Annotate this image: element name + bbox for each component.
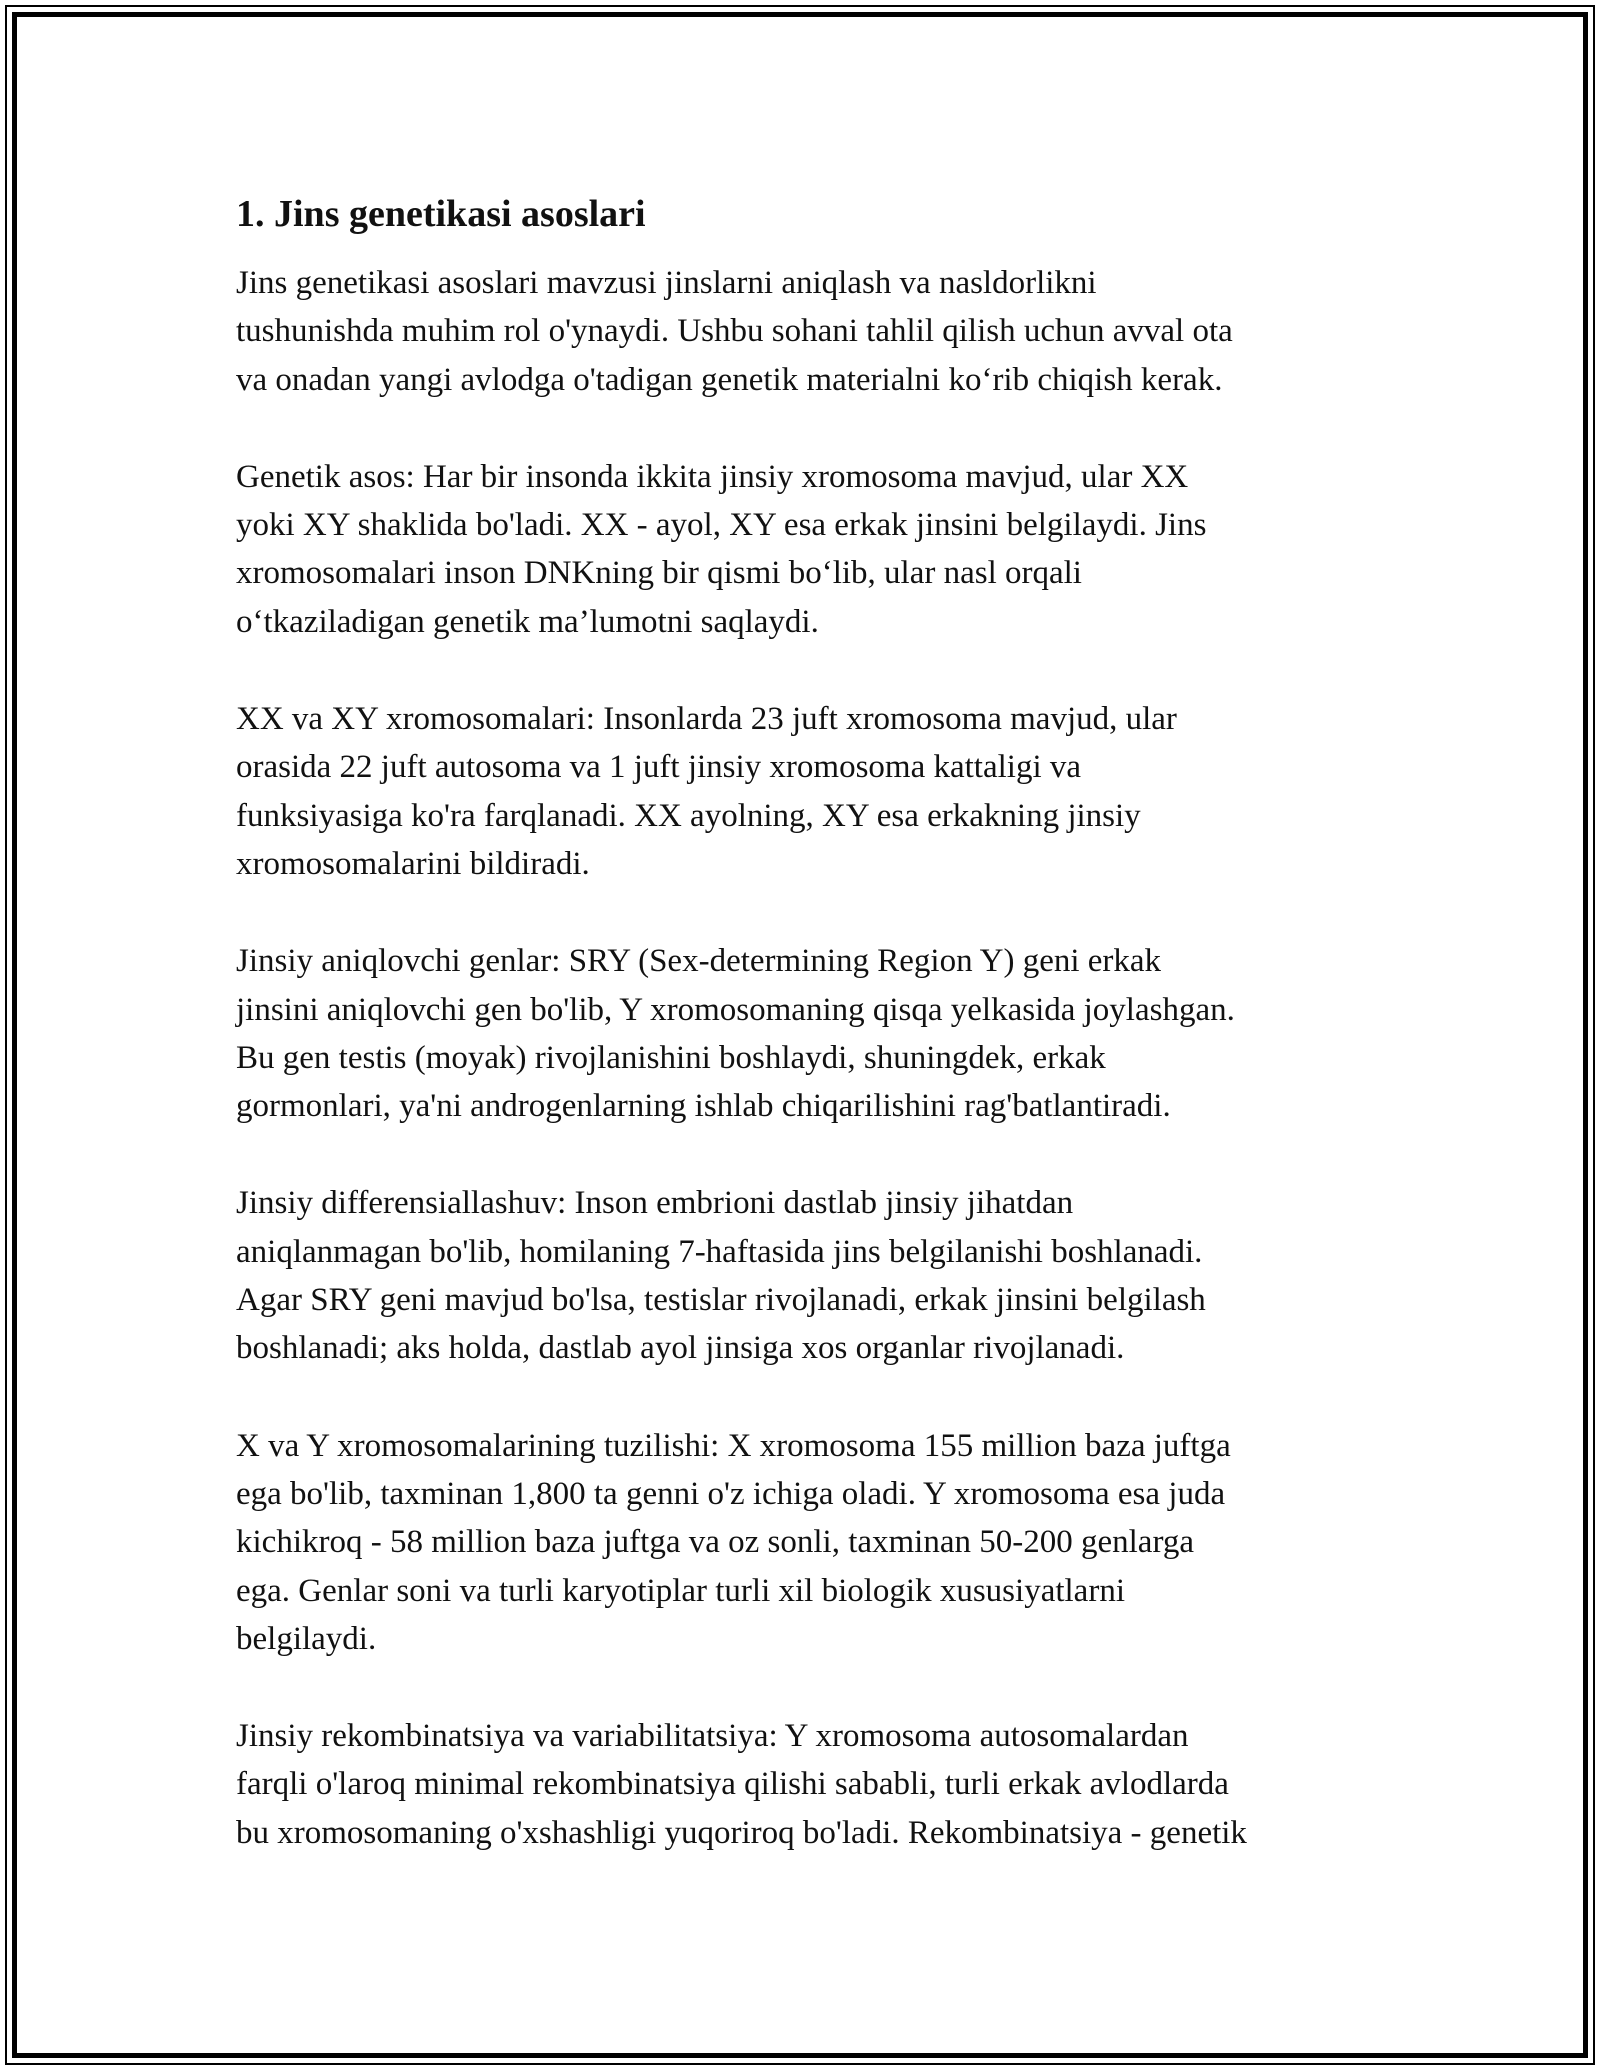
paragraph-xx-xy-chromosomes: XX va XY xromosomalari: Insonlarda 23 juft xromosoma mavjud, ular orasida 22 juft autosoma va 1 juft jinsiy xromosoma kattaligi va funksiyasiga ko'ra farqlanadi. XX ayolning, XY esa erkakning jinsiy xromosomalarini bildiradi. (236, 701, 1177, 882)
section-title: 1. Jins genetikasi asoslari (236, 193, 646, 235)
document-body (236, 186, 1366, 1906)
paragraph-recombination: Jinsiy rekombinatsiya va variabilitatsiya: Y xromosoma autosomalardan farqli o'laroq minimal rekombinatsiya qilishi sababli, turli erkak avlodlarda bu xromosomaning o'xshashligi yuqoriroq bo'ladi. Rekombinatsiya - genetik (236, 1718, 1247, 1851)
paragraph-sex-determining-genes: Jinsiy aniqlovchi genlar: SRY (Sex-determining Region Y) geni erkak jinsini aniqlovchi gen bo'lib, Y xromosomaning qisqa yelkasida joylashgan. Bu gen testis (moyak) rivojlanishini boshlaydi, shuningdek, erkak gormonlari, ya'ni androgenlarning ishlab chiqarilishini rag'batlantiradi. (236, 943, 1235, 1125)
paragraph-genetic-basis: Genetik asos: Har bir insonda ikkita jinsiy xromosoma mavjud, ular XX yoki XY shaklida bo'ladi. XX - ayol, XY esa erkak jinsini belgilaydi. Jins xromosomalari inson DNKning bir qismi bo‘lib, ular nasl orqali o‘tkaziladigan genetik ma’lumotni saqlaydi. (236, 458, 1207, 640)
paragraph-sexual-differentiation: Jinsiy differensiallashuv: Inson embrioni dastlab jinsiy jihatdan aniqlanmagan bo'lib, homilaning 7-haftasida jins belgilanishi boshlanadi. Agar SRY geni mavjud bo'lsa, testislar rivojlanadi, erkak jinsini belgilash boshlanadi; aks holda, dastlab ayol jinsiga xos organlar rivojlanadi. (236, 1185, 1206, 1367)
paragraph-xy-structure: X va Y xromosomalarining tuzilishi: X xromosoma 155 million baza juftga ega bo'lib, taxminan 1,800 ta genni o'z ichiga oladi. Y xromosoma esa juda kichikroq - 58 million baza juftga va oz sonli, taxminan 50-200 genlarga ega. Genlar soni va turli karyotiplar turli xil biologik xususiyatlarni belgilaydi. (236, 1427, 1231, 1657)
paragraph-intro: Jins genetikasi asoslari mavzusi jinslarni aniqlash va nasldorlikni tushunishda muhim rol o'ynaydi. Ushbu sohani tahlil qilish uchun avval ota va onadan yangi avlodga o'tadigan genetik materialni ko‘rib chiqish kerak. (236, 265, 1233, 398)
